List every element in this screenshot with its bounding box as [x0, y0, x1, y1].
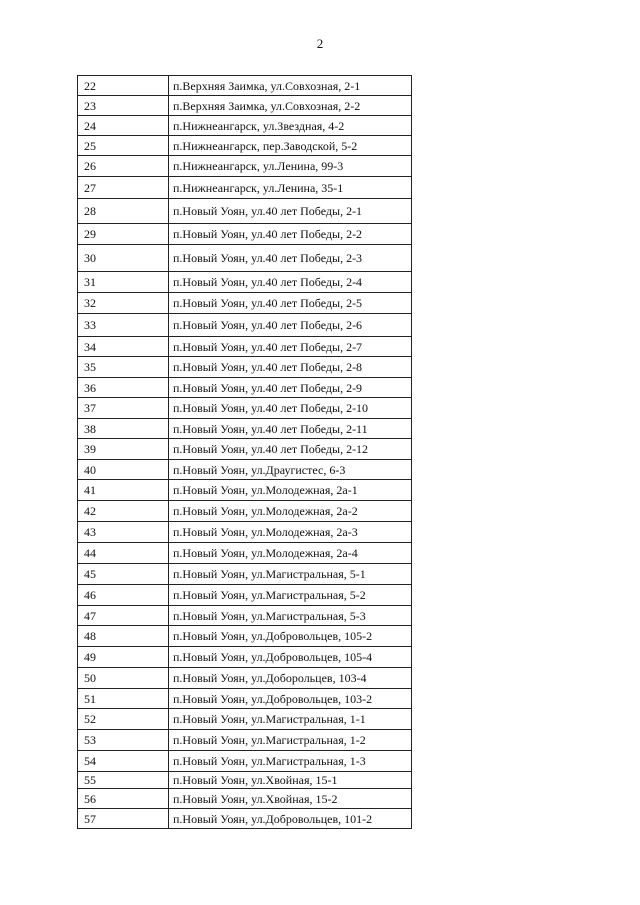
- address-cell: п.Новый Уоян, ул.40 лет Победы, 2-4: [169, 272, 412, 293]
- address-cell: п.Новый Уоян, ул.Молодежная, 2а-2: [169, 501, 412, 522]
- row-number-cell: 40: [78, 460, 169, 480]
- table-row: [78, 606, 412, 626]
- table-row: [78, 177, 412, 199]
- address-cell: п.Новый Уоян, ул.Магистральная, 1-3: [169, 751, 412, 772]
- table-row: [78, 501, 412, 522]
- page-number: 2: [316, 36, 324, 51]
- address-cell: п.Новый Уоян, ул.Доборольцев, 103-4: [169, 668, 412, 689]
- row-number-cell: 29: [78, 224, 169, 245]
- table-row: [78, 96, 412, 116]
- table-row: [78, 314, 412, 337]
- row-number-cell: 25: [78, 136, 169, 156]
- row-number-cell: 27: [78, 177, 169, 199]
- address-cell: п.Новый Уоян, ул.40 лет Победы, 2-11: [169, 419, 412, 439]
- table-row: [78, 626, 412, 647]
- address-cell: п.Новый Уоян, ул.Магистральная, 5-2: [169, 585, 412, 606]
- table-row: [78, 398, 412, 419]
- address-cell: п.Новый Уоян, ул.Драугистес, 6-3: [169, 460, 412, 480]
- address-cell: п.Новый Уоян, ул.Хвойная, 15-2: [169, 789, 412, 809]
- table-row: [78, 272, 412, 293]
- table-row: [78, 245, 412, 272]
- table-row: [78, 543, 412, 564]
- table-row: [78, 668, 412, 689]
- address-cell: п.Нижнеангарск, ул.Звездная, 4-2: [169, 116, 412, 136]
- row-number-cell: 45: [78, 564, 169, 585]
- table-row: [78, 136, 412, 156]
- address-cell: п.Верхняя Заимка, ул.Совхозная, 2-2: [169, 96, 412, 116]
- address-cell: п.Новый Уоян, ул.Магистральная, 5-3: [169, 606, 412, 626]
- row-number-cell: 51: [78, 689, 169, 709]
- address-table-body: [78, 76, 412, 829]
- address-cell: п.Новый Уоян, ул.Магистральная, 5-1: [169, 564, 412, 585]
- table-row: [78, 809, 412, 829]
- table-row: [78, 772, 412, 789]
- row-number-cell: 41: [78, 480, 169, 501]
- address-cell: п.Новый Уоян, ул.40 лет Победы, 2-1: [169, 199, 412, 224]
- table-row: [78, 460, 412, 480]
- address-table: [77, 75, 412, 829]
- address-cell: п.Новый Уоян, ул.40 лет Победы, 2-9: [169, 378, 412, 398]
- row-number-cell: 31: [78, 272, 169, 293]
- table-row: [78, 419, 412, 439]
- row-number-cell: 50: [78, 668, 169, 689]
- row-number-cell: 52: [78, 709, 169, 730]
- address-cell: п.Новый Уоян, ул.Молодежная, 2а-3: [169, 522, 412, 543]
- row-number-cell: 42: [78, 501, 169, 522]
- address-cell: п.Новый Уоян, ул.40 лет Победы, 2-6: [169, 314, 412, 337]
- address-cell: п.Новый Уоян, ул.Добровольцев, 103-2: [169, 689, 412, 709]
- address-cell: п.Новый Уоян, ул.40 лет Победы, 2-10: [169, 398, 412, 419]
- table-row: [78, 689, 412, 709]
- address-cell: п.Новый Уоян, ул.40 лет Победы, 2-3: [169, 245, 412, 272]
- table-row: [78, 709, 412, 730]
- row-number-cell: 43: [78, 522, 169, 543]
- table-row: [78, 647, 412, 668]
- address-cell: п.Новый Уоян, ул.40 лет Победы, 2-2: [169, 224, 412, 245]
- table-row: [78, 293, 412, 314]
- table-row: [78, 789, 412, 809]
- row-number-cell: 24: [78, 116, 169, 136]
- row-number-cell: 56: [78, 789, 169, 809]
- row-number-cell: 33: [78, 314, 169, 337]
- address-cell: п.Новый Уоян, ул.Добровольцев, 101-2: [169, 809, 412, 829]
- address-cell: п.Новый Уоян, ул.Молодежная, 2а-4: [169, 543, 412, 564]
- row-number-cell: 37: [78, 398, 169, 419]
- address-cell: п.Новый Уоян, ул.40 лет Победы, 2-8: [169, 357, 412, 378]
- address-cell: п.Новый Уоян, ул.Магистральная, 1-2: [169, 730, 412, 751]
- row-number-cell: 57: [78, 809, 169, 829]
- row-number-cell: 36: [78, 378, 169, 398]
- row-number-cell: 39: [78, 439, 169, 460]
- row-number-cell: 22: [78, 76, 169, 96]
- table-row: [78, 439, 412, 460]
- address-cell: п.Новый Уоян, ул.40 лет Победы, 2-7: [169, 337, 412, 357]
- address-cell: п.Новый Уоян, ул.Молодежная, 2а-1: [169, 480, 412, 501]
- address-cell: п.Новый Уоян, ул.40 лет Победы, 2-5: [169, 293, 412, 314]
- table-row: [78, 357, 412, 378]
- row-number-cell: 30: [78, 245, 169, 272]
- table-row: [78, 730, 412, 751]
- address-cell: п.Нижнеангарск, пер.Заводской, 5-2: [169, 136, 412, 156]
- address-cell: п.Нижнеангарск, ул.Ленина, 99-3: [169, 156, 412, 177]
- table-row: [78, 224, 412, 245]
- row-number-cell: 34: [78, 337, 169, 357]
- address-cell: п.Новый Уоян, ул.Хвойная, 15-1: [169, 772, 412, 789]
- row-number-cell: 35: [78, 357, 169, 378]
- address-cell: п.Новый Уоян, ул.Магистральная, 1-1: [169, 709, 412, 730]
- row-number-cell: 44: [78, 543, 169, 564]
- row-number-cell: 28: [78, 199, 169, 224]
- table-row: [78, 76, 412, 96]
- table-row: [78, 585, 412, 606]
- row-number-cell: 47: [78, 606, 169, 626]
- table-row: [78, 564, 412, 585]
- row-number-cell: 38: [78, 419, 169, 439]
- table-row: [78, 522, 412, 543]
- row-number-cell: 55: [78, 772, 169, 789]
- address-cell: п.Новый Уоян, ул.Добровольцев, 105-2: [169, 626, 412, 647]
- table-row: [78, 156, 412, 177]
- row-number-cell: 32: [78, 293, 169, 314]
- table-row: [78, 378, 412, 398]
- address-cell: п.Нижнеангарск, ул.Ленина, 35-1: [169, 177, 412, 199]
- row-number-cell: 46: [78, 585, 169, 606]
- row-number-cell: 49: [78, 647, 169, 668]
- row-number-cell: 54: [78, 751, 169, 772]
- row-number-cell: 48: [78, 626, 169, 647]
- table-row: [78, 199, 412, 224]
- row-number-cell: 23: [78, 96, 169, 116]
- table-row: [78, 480, 412, 501]
- address-cell: п.Новый Уоян, ул.Добровольцев, 105-4: [169, 647, 412, 668]
- table-row: [78, 337, 412, 357]
- row-number-cell: 53: [78, 730, 169, 751]
- table-row: [78, 116, 412, 136]
- row-number-cell: 26: [78, 156, 169, 177]
- address-cell: п.Новый Уоян, ул.40 лет Победы, 2-12: [169, 439, 412, 460]
- table-row: [78, 751, 412, 772]
- address-cell: п.Верхняя Заимка, ул.Совхозная, 2-1: [169, 76, 412, 96]
